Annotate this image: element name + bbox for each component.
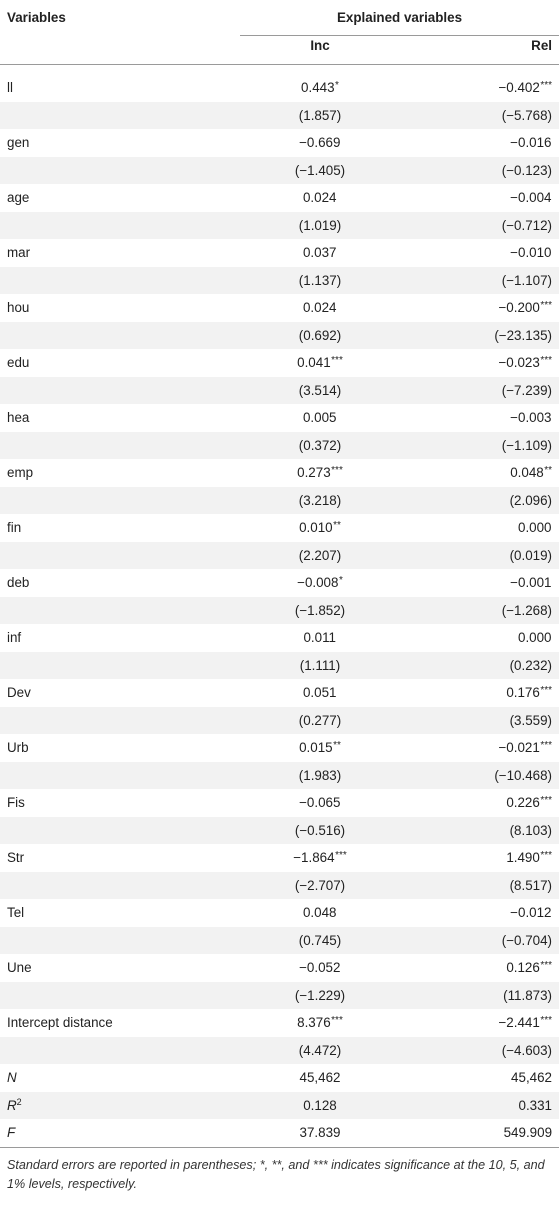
tstat-inc-value: (−1.405) — [294, 162, 346, 178]
variable-label — [0, 184, 240, 212]
variable-label-value: emp — [7, 465, 34, 481]
coef-inc-value: 0.011 — [303, 630, 336, 646]
coef-inc — [240, 1009, 400, 1037]
table-row — [0, 349, 559, 377]
variable-label-empty — [0, 267, 240, 295]
table-row — [0, 1037, 559, 1065]
coef-rel-value: −0.402 — [498, 80, 540, 96]
coef-inc-value: 0.010 — [299, 520, 333, 536]
variable-label-empty — [0, 707, 240, 735]
variable-label-empty — [0, 872, 240, 900]
coef-inc — [240, 789, 400, 817]
tstat-rel — [400, 927, 559, 955]
table-row — [0, 184, 559, 212]
coef-inc — [240, 74, 400, 102]
variable-label-empty — [0, 487, 240, 515]
tstat-inc — [240, 487, 400, 515]
tstat-rel — [400, 1037, 559, 1065]
variable-label-value: Str — [7, 850, 25, 866]
tstat-rel — [400, 267, 559, 295]
coef-inc-significance-stars: * — [335, 80, 339, 92]
table-row — [0, 982, 559, 1010]
tstat-inc — [240, 267, 400, 295]
stat-r2-rel: 0.331 — [400, 1092, 559, 1120]
tstat-rel-value: (8.103) — [509, 822, 553, 838]
coef-inc-value: −0.669 — [299, 135, 341, 151]
tstat-inc — [240, 927, 400, 955]
tstat-inc-value: (4.472) — [298, 1042, 342, 1058]
summary-stats — [0, 1064, 559, 1147]
tstat-rel-value: (3.559) — [509, 712, 553, 728]
coef-rel-significance-stars: *** — [540, 685, 553, 697]
variable-label-empty — [0, 1037, 240, 1065]
coef-rel — [400, 569, 559, 597]
coef-inc-significance-stars: ** — [333, 740, 341, 752]
table-row — [0, 927, 559, 955]
table-row — [0, 514, 559, 542]
coef-inc-significance-stars: * — [338, 575, 343, 587]
coef-rel-value: −0.021 — [498, 740, 540, 756]
r2-superscript: 2 — [16, 1097, 22, 1108]
coef-rel-significance-stars: *** — [540, 795, 553, 807]
coef-rel-value: 0.000 — [518, 630, 552, 646]
stat-n-rel: 45,462 — [511, 1070, 553, 1086]
tstat-inc-value: (0.277) — [298, 712, 342, 728]
variable-label — [0, 624, 240, 652]
tstat-rel-value: (−1.109) — [501, 437, 553, 453]
variable-label — [0, 789, 240, 817]
variable-label-empty — [0, 982, 240, 1010]
tstat-rel — [400, 102, 559, 130]
tstat-inc — [240, 157, 400, 185]
variable-label-empty — [0, 212, 240, 240]
tstat-inc-value: (1.111) — [299, 657, 341, 673]
coef-inc-value: 8.376 — [297, 1015, 331, 1031]
variable-label-value: Intercept distance — [7, 1015, 113, 1031]
variable-label-value: hou — [7, 300, 30, 316]
coef-rel-value: −0.004 — [510, 190, 552, 206]
variable-label — [0, 899, 240, 927]
table-row — [0, 789, 559, 817]
table-row — [0, 294, 559, 322]
coef-inc — [240, 184, 400, 212]
tstat-inc — [240, 102, 400, 130]
variable-label-empty — [0, 762, 240, 790]
tstat-inc — [240, 322, 400, 350]
tstat-rel — [400, 597, 559, 625]
variable-label-value: mar — [7, 245, 31, 261]
tstat-inc-value: (0.745) — [298, 932, 342, 948]
tstat-inc — [240, 432, 400, 460]
variable-label — [0, 514, 240, 542]
coef-inc — [240, 954, 400, 982]
variable-label-empty — [0, 652, 240, 680]
variable-label — [0, 74, 240, 102]
tstat-inc-value: (−1.229) — [294, 987, 346, 1003]
coef-rel-value: −2.441 — [498, 1015, 540, 1031]
coef-inc-value: 0.015 — [299, 740, 333, 756]
coef-inc-significance-stars: ** — [333, 520, 341, 532]
variable-label-empty — [0, 927, 240, 955]
coef-rel-significance-stars: ** — [544, 465, 553, 477]
coef-inc — [240, 734, 400, 762]
coef-inc-value: −0.065 — [299, 795, 341, 811]
header-empty-cell — [0, 36, 240, 65]
tstat-rel — [400, 212, 559, 240]
table-row — [0, 624, 559, 652]
tstat-inc — [240, 1037, 400, 1065]
variable-label-empty — [0, 597, 240, 625]
tstat-rel — [400, 542, 559, 570]
coef-inc-value: −0.052 — [299, 960, 341, 976]
tstat-inc — [240, 707, 400, 735]
tstat-rel — [400, 982, 559, 1010]
coef-rel-value: −0.010 — [510, 245, 552, 261]
tstat-inc — [240, 377, 400, 405]
tstat-inc — [240, 817, 400, 845]
coef-rel-value: 1.490 — [506, 850, 540, 866]
coef-inc — [240, 129, 400, 157]
coef-inc-value: 0.024 — [302, 190, 337, 206]
tstat-rel — [400, 157, 559, 185]
variable-label-empty — [0, 817, 240, 845]
variable-label-empty — [0, 377, 240, 405]
coef-inc — [240, 569, 400, 597]
variable-label-value: inf — [7, 630, 22, 646]
table-row — [0, 377, 559, 405]
tstat-inc — [240, 597, 400, 625]
coef-inc-significance-stars: *** — [335, 850, 347, 862]
variable-label-value: edu — [7, 355, 30, 371]
tstat-inc-value: (0.372) — [298, 437, 342, 453]
tstat-rel-value: (0.019) — [509, 547, 553, 563]
variable-label-value: Dev — [7, 685, 31, 701]
coef-rel-value: −0.023 — [498, 355, 540, 371]
table-row — [0, 239, 559, 267]
table-row — [0, 212, 559, 240]
coef-rel-value: −0.001 — [510, 575, 552, 591]
variable-label-empty — [0, 102, 240, 130]
table-row — [0, 652, 559, 680]
tstat-rel — [400, 652, 559, 680]
tstat-rel — [400, 322, 559, 350]
coef-inc — [240, 349, 400, 377]
coef-inc — [240, 294, 400, 322]
table-row — [0, 432, 559, 460]
variable-label — [0, 569, 240, 597]
variable-label-value: gen — [7, 135, 30, 151]
stat-label-f: F — [0, 1119, 240, 1147]
coef-inc-value: 0.048 — [302, 905, 337, 921]
coef-rel — [400, 789, 559, 817]
table-row — [0, 569, 559, 597]
coef-rel-value: 0.126 — [506, 960, 540, 976]
tstat-inc-value: (−0.516) — [294, 822, 346, 838]
tstat-inc — [240, 982, 400, 1010]
table-row — [0, 74, 559, 102]
table-row — [0, 267, 559, 295]
stat-n-inc: 45,462 — [299, 1070, 341, 1086]
coef-rel — [400, 624, 559, 652]
coef-rel — [400, 734, 559, 762]
coef-inc-significance-stars: *** — [331, 465, 343, 477]
tstat-rel-value: (−1.268) — [501, 602, 553, 618]
coef-inc-value: 0.005 — [302, 410, 337, 426]
tstat-rel-value: (−0.123) — [501, 162, 553, 178]
coef-rel — [400, 184, 559, 212]
tstat-inc — [240, 872, 400, 900]
coef-rel-value: 0.226 — [506, 795, 540, 811]
coef-inc-value: 0.041 — [297, 355, 331, 371]
coef-rel — [400, 514, 559, 542]
table-row — [0, 597, 559, 625]
coef-inc — [240, 514, 400, 542]
coef-rel-value: −0.003 — [510, 410, 552, 426]
table-row — [0, 679, 559, 707]
coef-rel — [400, 129, 559, 157]
variable-label-value: ll — [7, 80, 13, 96]
tstat-rel — [400, 432, 559, 460]
variable-label-empty — [0, 322, 240, 350]
coef-rel — [400, 239, 559, 267]
coef-inc — [240, 459, 400, 487]
coef-rel — [400, 404, 559, 432]
tstat-inc-value: (−2.707) — [294, 877, 346, 893]
table-row — [0, 157, 559, 185]
tstat-rel-value: (2.096) — [509, 492, 553, 508]
tstat-inc — [240, 212, 400, 240]
coef-rel — [400, 954, 559, 982]
coef-rel — [400, 899, 559, 927]
table-footnote: Standard errors are reported in parentheses; *, **, and *** indicates significance at the 10, 5, and 1% levels, respectively. — [7, 1157, 545, 1191]
tstat-rel-value: (−7.239) — [501, 382, 553, 398]
tstat-inc-value: (3.218) — [298, 492, 342, 508]
column-header-rel: Rel — [400, 36, 559, 65]
tstat-inc — [240, 542, 400, 570]
table-row — [0, 762, 559, 790]
variable-label — [0, 734, 240, 762]
coef-inc-value: 0.051 — [302, 685, 337, 701]
coef-rel — [400, 1009, 559, 1037]
coef-inc-value: −1.864 — [293, 850, 335, 866]
r2-letter: R — [7, 1098, 17, 1114]
tstat-inc-value: (−1.852) — [294, 602, 346, 618]
tstat-rel-value: (−0.704) — [501, 932, 553, 948]
variable-label — [0, 1009, 240, 1037]
tstat-rel — [400, 487, 559, 515]
variable-label-value: deb — [7, 575, 30, 591]
tstat-inc-value: (2.207) — [298, 547, 342, 563]
stat-label-r2 — [0, 1092, 240, 1120]
coef-rel-significance-stars: *** — [540, 740, 553, 752]
variable-label-empty — [0, 432, 240, 460]
tstat-rel-value: (0.232) — [509, 657, 553, 673]
variable-label — [0, 844, 240, 872]
stat-r2-inc: 0.128 — [240, 1092, 400, 1120]
tstat-inc-value: (1.137) — [298, 272, 342, 288]
table-row — [0, 707, 559, 735]
coef-inc — [240, 624, 400, 652]
variable-label-value: hea — [7, 410, 30, 426]
variable-label-empty — [0, 157, 240, 185]
variables-header: Variables — [7, 10, 66, 26]
tstat-rel-value: (−0.712) — [501, 217, 553, 233]
tstat-rel-value: (−5.768) — [501, 107, 553, 123]
variable-label — [0, 679, 240, 707]
table-row — [0, 102, 559, 130]
variable-label — [0, 239, 240, 267]
tstat-rel — [400, 707, 559, 735]
coef-rel-significance-stars: *** — [540, 355, 553, 367]
coef-inc-value: −0.008 — [297, 575, 339, 591]
coef-rel-significance-stars: *** — [540, 1015, 553, 1027]
variable-label — [0, 954, 240, 982]
tstat-rel — [400, 817, 559, 845]
coef-rel-value: 0.176 — [506, 685, 540, 701]
coef-inc-value: 0.024 — [302, 300, 337, 316]
table-row — [0, 872, 559, 900]
variable-label-value: Une — [7, 960, 32, 976]
variable-label — [0, 404, 240, 432]
variable-label — [0, 129, 240, 157]
coef-rel-significance-stars: *** — [540, 80, 553, 92]
tstat-inc-value: (3.514) — [298, 382, 342, 398]
tstat-rel-value: (−1.107) — [501, 272, 553, 288]
variable-label-empty — [0, 542, 240, 570]
table-row — [0, 844, 559, 872]
coef-rel — [400, 459, 559, 487]
stat-f-rel: 549.909 — [400, 1119, 559, 1147]
coef-inc — [240, 239, 400, 267]
coef-rel-significance-stars: *** — [540, 850, 553, 862]
tstat-rel — [400, 872, 559, 900]
table-row — [0, 129, 559, 157]
tstat-inc-value: (1.983) — [298, 767, 342, 783]
table-row — [0, 542, 559, 570]
table-row — [0, 817, 559, 845]
table-row — [0, 487, 559, 515]
coef-rel-value: −0.016 — [510, 135, 552, 151]
coef-inc — [240, 404, 400, 432]
tstat-inc-value: (1.857) — [298, 107, 342, 123]
tstat-inc-value: (1.019) — [298, 217, 342, 233]
explained-variables-header: Explained variables — [336, 10, 463, 25]
variable-label — [0, 349, 240, 377]
tstat-rel-value: (−10.468) — [494, 767, 553, 783]
tstat-rel-value: (−4.603) — [501, 1042, 553, 1058]
tstat-rel — [400, 377, 559, 405]
table-row — [0, 459, 559, 487]
coef-inc-value: 0.273 — [297, 465, 331, 481]
table-row — [0, 1009, 559, 1037]
coef-rel — [400, 74, 559, 102]
variable-label-value: Tel — [7, 905, 25, 921]
tstat-rel-value: (−23.135) — [494, 327, 553, 343]
coef-inc-significance-stars: *** — [331, 355, 343, 367]
variable-label — [0, 459, 240, 487]
coef-rel — [400, 679, 559, 707]
tstat-rel-value: (8.517) — [509, 877, 553, 893]
coef-inc-significance-stars: *** — [331, 1015, 343, 1027]
coef-inc — [240, 844, 400, 872]
coef-rel — [400, 349, 559, 377]
tstat-rel-value: (11.873) — [503, 987, 553, 1003]
variable-label-value: Fis — [7, 795, 25, 811]
variable-label-value: fin — [7, 520, 22, 536]
coef-rel-significance-stars: *** — [540, 300, 553, 312]
variable-label — [0, 294, 240, 322]
variable-label-value: Urb — [7, 740, 29, 756]
coef-rel-significance-stars: *** — [540, 960, 553, 972]
coef-inc — [240, 679, 400, 707]
coef-inc — [240, 899, 400, 927]
tstat-inc — [240, 652, 400, 680]
coef-rel — [400, 844, 559, 872]
coef-rel-value: −0.012 — [510, 905, 552, 921]
table-row — [0, 954, 559, 982]
table-header — [0, 0, 559, 65]
tstat-inc — [240, 762, 400, 790]
stat-f-inc: 37.839 — [240, 1119, 400, 1147]
coef-inc-value: 0.443 — [301, 80, 335, 96]
table-row — [0, 899, 559, 927]
table-row — [0, 734, 559, 762]
variable-label-value: age — [7, 190, 30, 206]
coef-rel-value: −0.200 — [498, 300, 540, 316]
coef-rel-value: 0.048 — [510, 465, 544, 481]
table-body — [0, 65, 559, 1065]
coef-inc-value: 0.037 — [302, 245, 337, 261]
table-row — [0, 404, 559, 432]
column-header-inc: Inc — [240, 36, 400, 65]
table-row — [0, 322, 559, 350]
tstat-rel — [400, 762, 559, 790]
coef-rel-value: 0.000 — [518, 520, 552, 536]
coef-rel — [400, 294, 559, 322]
stat-label-n: N — [7, 1070, 17, 1086]
tstat-inc-value: (0.692) — [298, 327, 342, 343]
